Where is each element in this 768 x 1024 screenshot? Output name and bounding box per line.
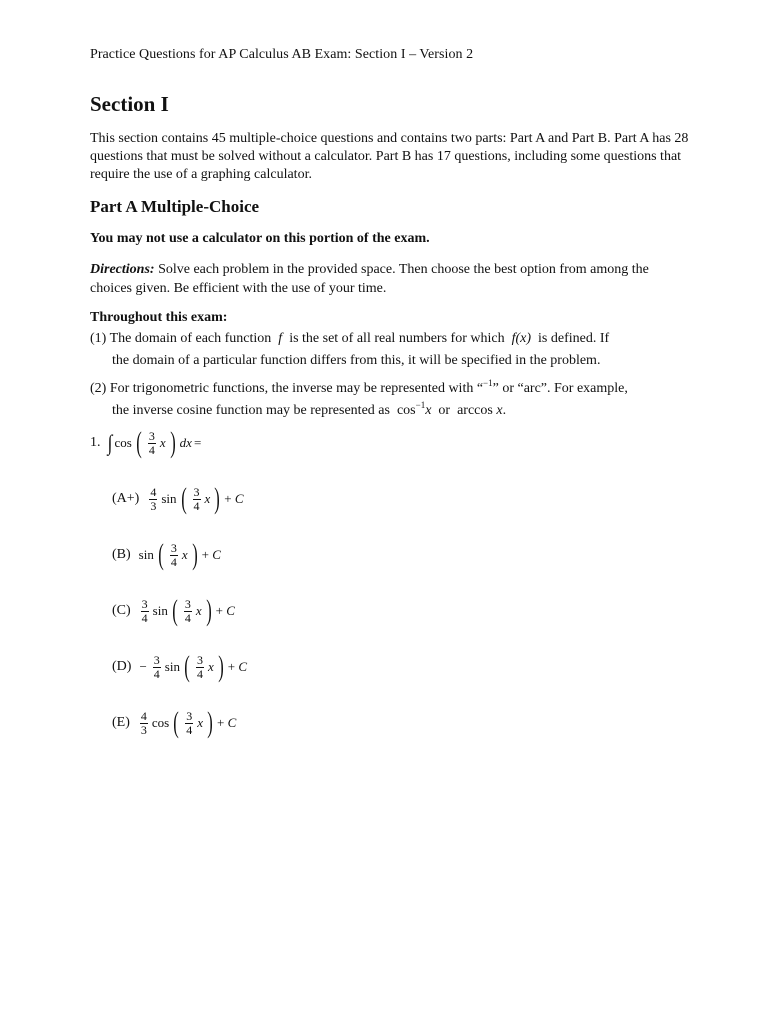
answer-option-var: x	[197, 715, 204, 730]
rule-2-line-2	[90, 394, 506, 422]
rule-1-line-1	[90, 328, 609, 350]
rule-1-line-2-text: the domain of a particular function differs from this, it will be specified in the problem.	[112, 353, 601, 368]
answer-option-label: (C)	[112, 603, 131, 618]
answer-option[interactable]	[112, 484, 244, 514]
answer-option-tail: + C	[217, 715, 237, 730]
page-header: Practice Questions for AP Calculus AB Exam: Section I – Version 2	[90, 47, 474, 62]
inner-numerator: 3	[186, 708, 193, 723]
right-paren: )	[214, 482, 221, 515]
left-paren: (	[136, 426, 142, 459]
answer-option-func: sin	[161, 491, 177, 506]
question-dx: dx	[179, 435, 192, 450]
inner-numerator: 3	[193, 484, 200, 499]
rule-2-or: or	[438, 403, 451, 418]
rule-2-cos-sup: −1	[415, 400, 426, 410]
rule-1-text-c: is defined. If	[538, 331, 610, 346]
inner-denominator: 4	[170, 554, 177, 569]
answer-option-var: x	[207, 659, 214, 674]
answer-option[interactable]	[112, 596, 235, 626]
coefficient-denominator: 4	[153, 666, 160, 681]
rule-2-cos: cos	[396, 403, 416, 418]
no-calculator-notice: You may not use a calculator on this portion of the exam.	[90, 231, 430, 246]
answer-option-expression	[112, 652, 247, 682]
right-paren: )	[169, 426, 176, 459]
right-paren: )	[217, 650, 224, 683]
answer-option-func: cos	[151, 715, 170, 730]
right-paren: )	[207, 706, 213, 739]
coefficient-denominator: 3	[140, 722, 147, 737]
coefficient-numerator: 4	[150, 484, 157, 499]
fraction-denominator: 4	[148, 442, 155, 457]
right-paren: )	[205, 594, 212, 627]
coefficient-fraction	[153, 654, 161, 681]
inner-denominator: 4	[184, 610, 191, 625]
answer-option-func: sin	[152, 603, 168, 618]
inner-fraction	[170, 542, 178, 569]
coefficient-fraction	[149, 486, 157, 513]
answer-option-var: x	[181, 547, 188, 562]
rule-2-line-2-text: the inverse cosine function may be represented as	[112, 403, 390, 418]
answer-option-tail: + C	[224, 491, 244, 506]
rule-2-text-b: ” or “arc”. For example,	[492, 381, 628, 396]
coefficient-numerator: 3	[153, 652, 160, 667]
inner-fraction	[185, 710, 193, 737]
rule-1-text-a: (1) The domain of each function	[90, 331, 272, 346]
inner-denominator: 4	[196, 666, 203, 681]
answer-option-var: x	[204, 491, 211, 506]
coefficient-fraction	[140, 710, 148, 737]
answer-option-tail: + C	[201, 547, 221, 562]
throughout-heading: Throughout this exam:	[90, 310, 228, 325]
answer-option[interactable]	[112, 652, 247, 682]
coefficient-denominator: 4	[141, 610, 148, 625]
answer-option-label: (E)	[112, 715, 130, 730]
part-title: Part A Multiple-Choice	[90, 197, 260, 216]
integral-sign: ∫	[107, 430, 112, 455]
directions-paragraph	[90, 260, 690, 298]
answer-option-expression	[112, 596, 235, 626]
answer-option-tail: + C	[227, 659, 247, 674]
rule-1-f: f	[278, 331, 283, 346]
section-title: Section I	[90, 92, 169, 116]
inner-fraction	[184, 598, 192, 625]
left-paren: (	[173, 706, 179, 739]
answer-option-expression	[112, 484, 244, 514]
answer-option-expression	[112, 708, 236, 738]
answer-option-func: sin	[138, 547, 154, 562]
left-paren: (	[172, 594, 178, 627]
coefficient-numerator: 4	[140, 708, 147, 723]
inner-denominator: 4	[193, 498, 200, 513]
rule-1-line-2	[90, 350, 600, 372]
rule-2-x2: x	[496, 403, 503, 418]
inner-numerator: 3	[184, 596, 191, 611]
fraction-numerator: 3	[148, 428, 155, 443]
inner-denominator: 4	[186, 722, 193, 737]
answer-option-label: (A+)	[112, 491, 140, 506]
inner-fraction	[193, 486, 201, 513]
answer-option-label: (D)	[112, 659, 132, 674]
question-number: 1.	[90, 435, 101, 450]
coefficient-numerator: 3	[141, 596, 148, 611]
left-paren: (	[158, 538, 164, 571]
coefficient-fraction	[141, 598, 149, 625]
answer-option[interactable]	[112, 708, 236, 738]
answer-option-sign: −	[139, 659, 147, 674]
inner-numerator: 3	[170, 540, 177, 555]
question-1-expression	[90, 428, 201, 458]
rule-2-text-a: (2) For trigonometric functions, the inverse may be represented with “	[90, 381, 484, 396]
answer-option[interactable]	[112, 540, 221, 570]
directions-label: Directions:	[90, 262, 155, 277]
inner-fraction	[196, 654, 204, 681]
answer-option-func: sin	[164, 659, 180, 674]
rule-2-arccos: arccos	[457, 403, 493, 418]
intro-paragraph: This section contains 45 multiple-choice questions and contains two parts: Part A and Part B. Part A has 28 questions that must be solved without a calculator. Part B has 17 questions, including some questions that require the use of a graphing calculator.	[90, 131, 689, 182]
question-var: x	[159, 435, 166, 450]
right-paren: )	[191, 538, 198, 571]
rule-1-fx: f(x)	[511, 331, 532, 346]
rule-2-end: .	[502, 403, 507, 418]
question-equals: =	[193, 435, 202, 450]
left-paren: (	[184, 650, 190, 683]
directions-text: Solve each problem in the provided space. Then choose the best option from among the choices given. Be efficient with the use of your time.	[90, 262, 649, 296]
rule-1-text-b: is the set of all real numbers for which	[289, 331, 505, 346]
answer-option-tail: + C	[215, 603, 235, 618]
question-fraction	[148, 430, 156, 457]
answer-option-label: (B)	[112, 547, 131, 562]
inner-numerator: 3	[196, 652, 203, 667]
answer-option-var: x	[195, 603, 202, 618]
answer-option-expression	[112, 540, 221, 570]
question-1	[90, 428, 201, 458]
question-func: cos	[114, 435, 132, 450]
rule-2-x: x	[425, 403, 432, 418]
left-paren: (	[180, 482, 187, 515]
rule-2-sup: −1	[483, 378, 493, 388]
coefficient-denominator: 3	[150, 498, 157, 513]
